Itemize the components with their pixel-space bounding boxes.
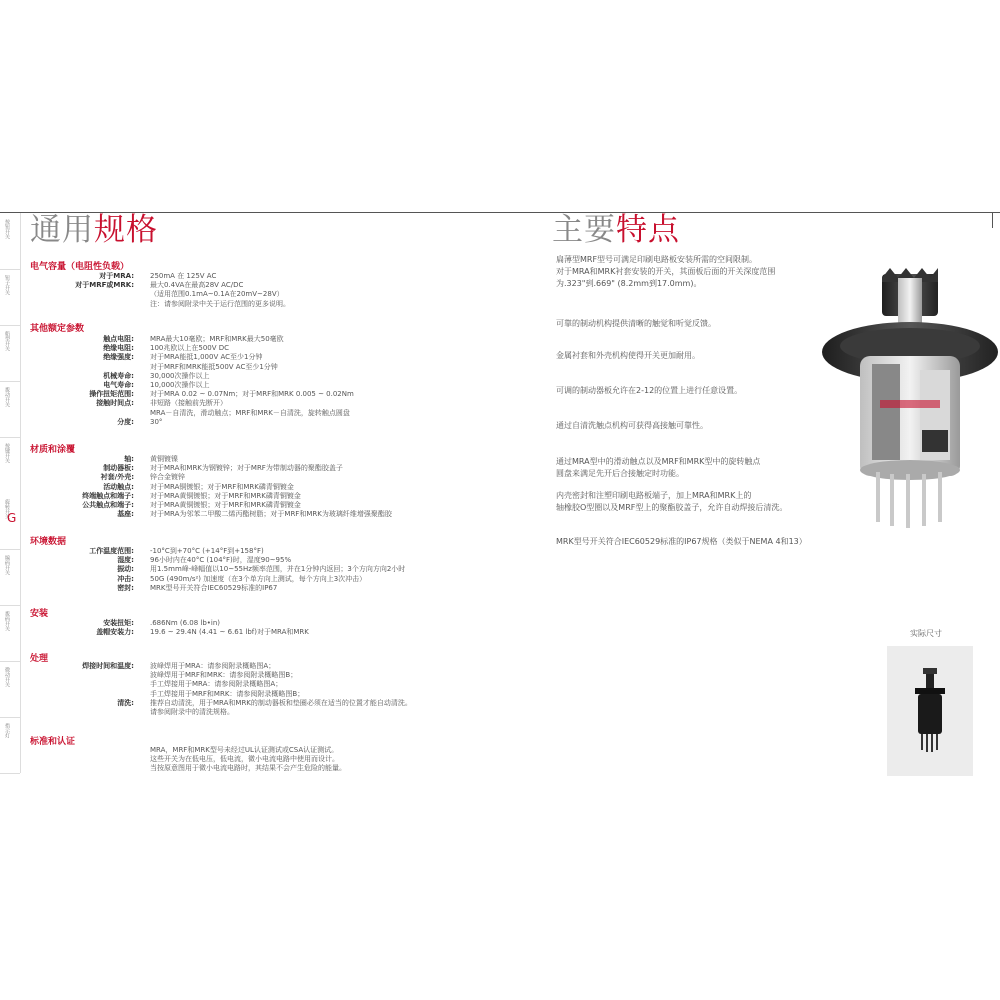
spec-value: 非短路（接触前先断开） (150, 399, 227, 408)
side-tab[interactable] (0, 493, 20, 550)
feature-line: 通过自清洗触点机构可获得高接触可靠性。 (556, 421, 708, 430)
right-title-red: 特点 (616, 212, 680, 248)
spec-value: 最大0.4VA在最高28V AC/DC (150, 281, 244, 290)
spec-label: 安装扭矩: (103, 619, 134, 627)
spec-value: 注：请参阅附录中关于运行范围的更多说明。 (150, 299, 290, 308)
spec-label: 活动触点: (103, 482, 134, 491)
actual-size-label: 实际尺寸 (910, 629, 942, 638)
spec-value: 这些开关为在低电压，低电流，微小电流电路中使用而设计。 (150, 755, 339, 764)
side-tab-strip (0, 213, 21, 773)
section-standards: 标准和认证 (30, 737, 76, 747)
side-tab[interactable] (0, 381, 20, 438)
spec-value: 10,000次操作以上 (150, 381, 210, 389)
spec-value: 锌合金镀锌 (150, 473, 185, 482)
spec-value: MRA最大10毫欧；MRF和MRK最大50毫欧 (150, 335, 284, 343)
spec-label: 密封: (117, 583, 134, 592)
spec-label: 对于MRA: (99, 272, 134, 280)
spec-label: 盖帽安装力: (96, 628, 134, 637)
side-tab[interactable] (0, 437, 20, 494)
spec-label: 机械寿命: (103, 371, 134, 380)
side-tab-letter: G (7, 511, 17, 525)
feature-line: 轴橡胶O型圈以及MRF型上的聚酯胶盖子，允许自动焊接后清洗。 (556, 503, 788, 512)
feature-line: 可调的制动器板允许在2-12的位置上进行任意设置。 (556, 386, 743, 395)
spec-label: 分度: (117, 417, 134, 426)
spec-label: 基座: (117, 510, 134, 519)
side-tab-label: 微动开关 (4, 667, 10, 687)
spec-value: 对于MRA和MRK为钢镀锌；对于MRF为带制动器的聚酯胶盖子 (150, 464, 343, 473)
spec-label: 电气寿命: (103, 381, 134, 389)
section-process: 处理 (30, 654, 49, 664)
right-title-gray: 主要 (552, 212, 616, 248)
spec-value: MRA－自清洗，滑动触点；MRF和MRK－自清洗，旋转触点圆盘 (150, 408, 350, 417)
side-tab[interactable] (0, 269, 20, 326)
side-tab[interactable] (0, 605, 20, 662)
spec-value: 手工焊接用于MRF和MRK：请参阅附录概略图B； (150, 689, 305, 698)
spec-value: 对于MRA黄铜镀银；对于MRF和MRK磷青铜镀金 (150, 501, 301, 509)
feature-line: 可靠的制动机构提供清晰的触觉和听觉反馈。 (556, 319, 716, 328)
side-tab[interactable] (0, 549, 20, 606)
spec-value: 19.6 ~ 29.4N (4.41 ~ 6.61 lbf)对于MRA和MRK (150, 628, 309, 637)
section-install: 安装 (30, 609, 49, 619)
spec-label: 终端触点和端子: (82, 491, 134, 500)
spec-value: 推荐自动清洗，用于MRA和MRK的制动器板和垫圈必须在适当的位置才能自动清洗。 (150, 698, 412, 707)
spec-value: 50G (490m/s²) 加速度（在3个单方向上测试，每个方向上3次冲击） (150, 574, 367, 583)
spec-value: 对于MRA黄铜镀银；对于MRF和MRK磷青铜镀金 (150, 491, 301, 500)
spec-label: 清洗: (117, 698, 134, 707)
feature-line: 对于MRA和MRK衬套安装的开关，其面板后面的开关深度范围 (556, 267, 776, 276)
spec-value: 对于MRA能抵1,000V AC至少1分钟 (150, 353, 263, 362)
side-tab[interactable] (0, 325, 20, 382)
spec-value: 波峰焊用于MRA：请参阅附录概略图A； (150, 662, 276, 670)
spec-label: 公共触点和端子: (82, 501, 134, 509)
section-materials: 材质和涂覆 (30, 445, 76, 455)
section-electrical: 电气容量（电阻性负载） (30, 262, 130, 272)
spec-value: 对于MRA铜镀银；对于MRF和MRK磷青铜镀金 (150, 482, 294, 491)
left-title (30, 212, 158, 248)
side-tab-label: 拨码开关 (4, 611, 10, 631)
spec-label: 轴: (124, 455, 134, 463)
spec-label: 冲击: (117, 574, 134, 583)
section-other: 其他额定参数 (30, 324, 85, 334)
spec-value: 黄铜镀镍 (150, 455, 178, 463)
feature-line: 金属衬套和外壳机构使得开关更加耐用。 (556, 351, 700, 360)
feature-line: 为.323"到.669" (8.2mm到17.0mm)。 (556, 279, 702, 288)
spec-value: MRK型号开关符合IEC60529标准的IP67 (150, 583, 278, 592)
spec-value: -10°C到+70°C (+14°F到+158°F) (150, 547, 264, 555)
right-title (552, 212, 680, 248)
feature-line: 内壳密封和注塑印刷电路板端子，加上MRA和MRK上的 (556, 491, 752, 500)
actual-size-panel (887, 646, 973, 776)
side-tab-label: 船型开关 (4, 331, 10, 351)
spec-value: 手工焊接用于MRA：请参阅附录概略图A； (150, 680, 283, 689)
spec-value: 对于MRA 0.02 ~ 0.07Nm；对于MRF和MRK 0.005 ~ 0.02Nm (150, 390, 354, 399)
spec-value: 请参阅附录中的清洗规格。 (150, 708, 234, 716)
feature-line: MRK型号开关符合IEC60529标准的IP67规格（类似于NEMA 4和13） (556, 537, 807, 546)
spec-label: 湿度: (117, 556, 134, 565)
side-tab-label: 指示灯 (4, 723, 10, 738)
spec-value: （适用范围0.1mA~0.1A在20mV~28V） (150, 290, 284, 299)
rotary-switch-cutaway-image (820, 260, 1000, 530)
side-tab-label: 拨动开关 (4, 387, 10, 407)
spec-value: 96小时内在40°C (104°F)时，湿度90~95% (150, 556, 292, 565)
spec-value: 100兆欧以上在500V DC (150, 344, 230, 353)
actual-size-switch-icon (887, 646, 973, 776)
spec-value: 波峰焊用于MRF和MRK：请参阅附录概略图B； (150, 671, 298, 680)
edge-mark (992, 212, 993, 228)
spec-value: 250mA 在 125V AC (150, 272, 217, 280)
side-tab[interactable] (0, 661, 20, 718)
side-tab-label: 按钮开关 (4, 219, 10, 239)
left-title-red: 规格 (94, 212, 158, 248)
feature-line: 扁薄型MRF型号可满足印刷电路板安装所需的空间限制。 (556, 255, 758, 264)
spec-value: 当按原意图用于微小电流电路时，其结果不会产生危险的能量。 (150, 764, 346, 773)
spec-label: 接触时间点: (96, 399, 134, 408)
spec-label: 工作温度范围: (89, 547, 134, 555)
side-tab[interactable] (0, 717, 20, 774)
spec-value: 用1.5mm峰-峰幅值以10~55Hz频率范围，并在1分钟内返回；3个方向方向2小时 (150, 565, 406, 574)
spec-value: 30,000次操作以上 (150, 371, 210, 380)
spec-value: MRA，MRF和MRK型号未经过UL认证测试或CSA认证测试。 (150, 746, 339, 754)
spec-label: 对于MRF或MRK: (75, 281, 134, 290)
spec-label: 衬套/外壳: (100, 473, 134, 482)
feature-line: 通过MRA型中的滑动触点以及MRF和MRK型中的旋转触点 (556, 457, 761, 466)
spec-label: 振动: (117, 565, 134, 574)
feature-line: 圆盘来满足先开后合接触定时功能。 (556, 469, 684, 478)
side-tab-label: 编码开关 (4, 555, 10, 575)
spec-value: 对于MRF和MRK能抵500V AC至少1分钟 (150, 362, 278, 371)
spec-value: .686Nm (6.08 lb•in) (150, 619, 221, 627)
side-tab-label: 旋转开关 (4, 499, 10, 519)
spec-label: 绝缘强度: (103, 353, 134, 362)
spec-label: 绝缘电阻: (103, 344, 134, 353)
side-tab[interactable] (0, 213, 20, 270)
spec-label: 操作扭矩范围: (89, 390, 134, 399)
spec-label: 焊接时间和温度: (82, 662, 134, 670)
left-title-gray: 通用 (30, 212, 94, 248)
spec-value: 对于MRA为邻苯二甲酸二烯丙酯树脂；对于MRF和MRK为玻璃纤维增强聚酯胶 (150, 510, 392, 519)
spec-label: 制动器板: (103, 464, 134, 473)
section-environment: 环境数据 (30, 537, 67, 547)
side-tab-label: 按键开关 (4, 443, 10, 463)
spec-label: 触点电阻: (103, 335, 134, 343)
spec-value: 30° (150, 417, 163, 426)
side-tab-label: 钮子开关 (4, 275, 10, 295)
